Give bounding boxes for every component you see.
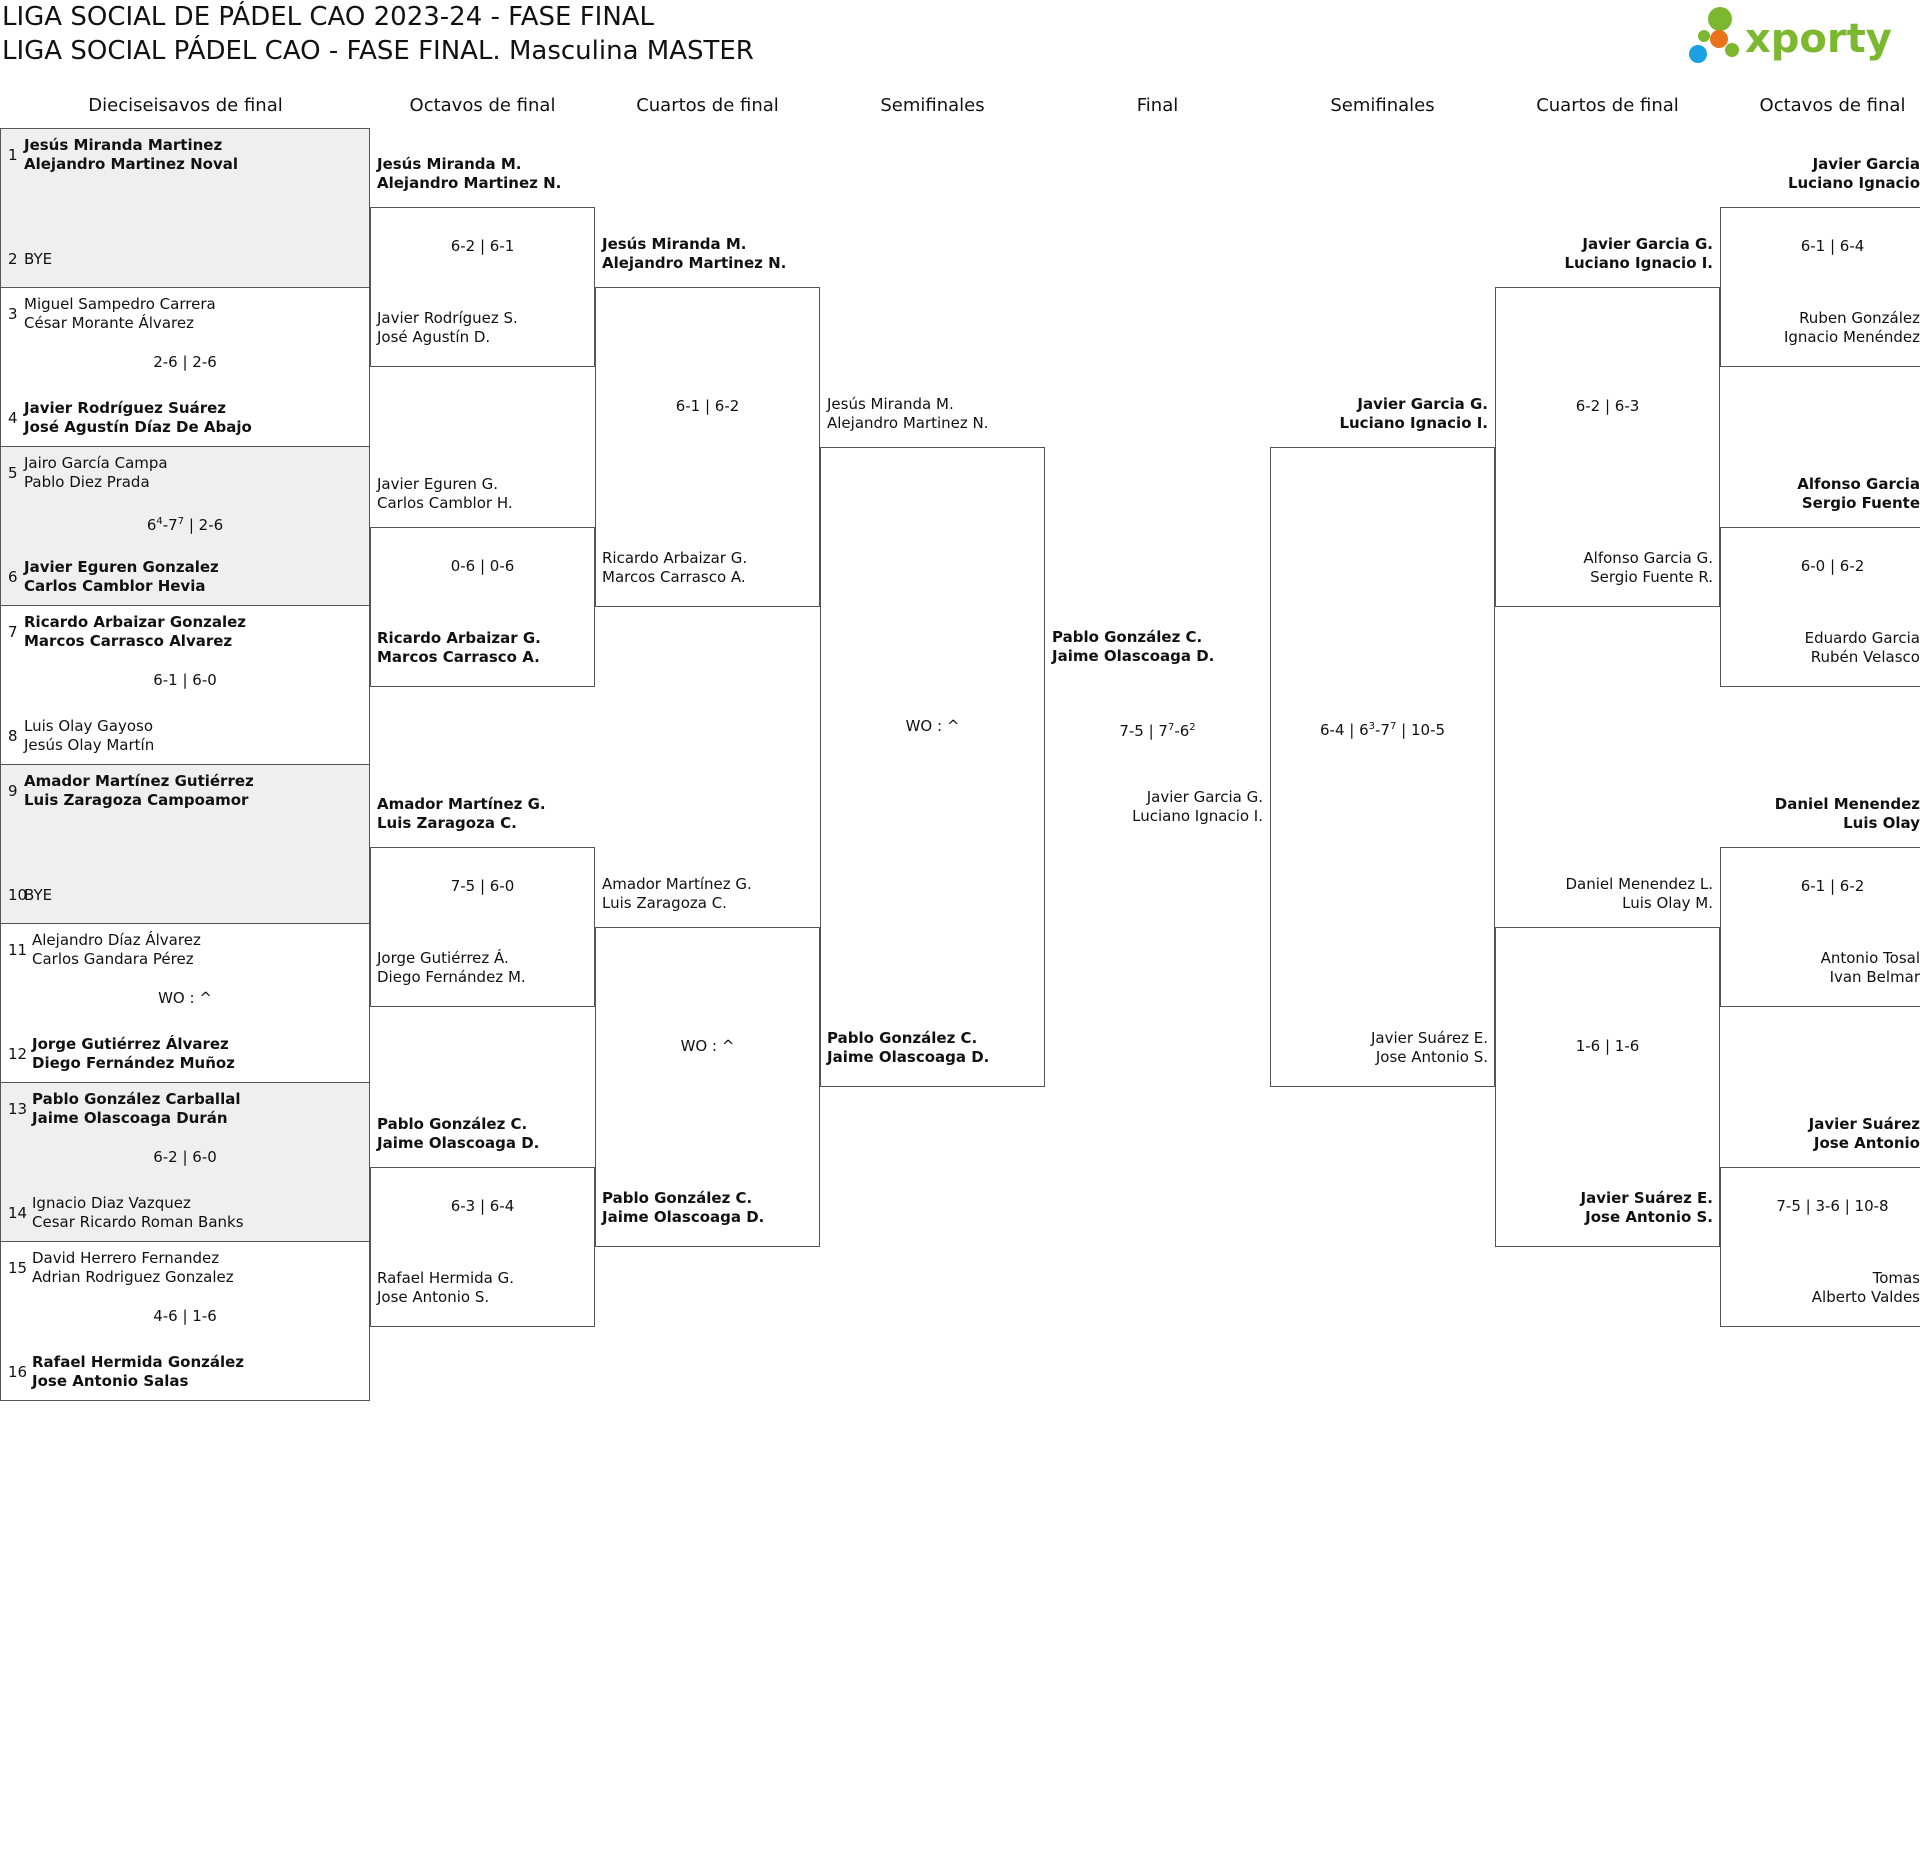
qf-right-team-player1: Alfonso Garcia G. [1583, 549, 1713, 567]
r32-team [32, 1090, 240, 1128]
r16-right-team-player2: Luis Olay [1843, 814, 1920, 832]
r16-left-team [377, 949, 526, 987]
r16-left-team [377, 795, 546, 833]
header-octavos-left: Octavos de final [409, 95, 556, 116]
r32-team-player1: Miguel Sampedro Carrera [24, 295, 216, 313]
r16-left-score: 6-2 | 6-1 [450, 237, 515, 255]
header-dieciseisavos: Dieciseisavos de final [88, 95, 283, 116]
r16-right-team-player1: Ruben González [1799, 309, 1920, 327]
qf-left-team-player2: Marcos Carrasco A. [602, 568, 746, 586]
r32-team-player2: Jaime Olascoaga Durán [32, 1109, 228, 1127]
r16-right-score: 6-0 | 6-2 [1800, 557, 1865, 575]
r16-left-team-player1: Amador Martínez G. [377, 795, 546, 813]
qf-right-team-player1: Daniel Menendez L. [1565, 875, 1713, 893]
r16-left-team-player2: José Agustín D. [377, 328, 491, 346]
final-team-left [1052, 628, 1214, 666]
r32-team [24, 250, 52, 269]
r32-team-player1: David Herrero Fernandez [32, 1249, 220, 1267]
sf-right-team [1268, 395, 1488, 433]
seed-number: 3 [8, 305, 18, 323]
r32-score: $6^4-7^7$ | 2-6 [146, 516, 224, 534]
r32-team-player1: Ricardo Arbaizar Gonzalez [24, 613, 247, 631]
r32-team-player1: Alejandro Díaz Álvarez [32, 931, 201, 949]
r16-right-team-player1: Alfonso Garcia [1797, 475, 1920, 493]
r32-team [32, 1035, 235, 1073]
sf-left-team-player2: Jaime Olascoaga D. [827, 1048, 990, 1066]
seed-number: 14 [8, 1204, 28, 1222]
qf-right-team [1493, 875, 1713, 913]
r16-right-team [1700, 1269, 1920, 1307]
qf-left-team-player1: Ricardo Arbaizar G. [602, 549, 748, 567]
r16-left-team [377, 1269, 514, 1307]
qf-right-team-player2: Luciano Ignacio I. [1564, 254, 1713, 272]
qf-left-team-player2: Alejandro Martinez N. [602, 254, 787, 272]
r32-team-player1: Javier Eguren Gonzalez [24, 558, 219, 576]
r16-left-team [377, 309, 518, 347]
r16-left-team-player1: Jesús Miranda M. [377, 155, 522, 173]
qf-right-team-player1: Javier Suárez E. [1580, 1189, 1713, 1207]
r16-left-team-player1: Jorge Gutiérrez Á. [377, 949, 509, 967]
r16-left-team [377, 629, 541, 667]
seed-number: 8 [8, 727, 18, 745]
qf-left-team [602, 1189, 764, 1227]
r16-right-team-player1: Antonio Tosal [1820, 949, 1920, 967]
r32-team [24, 399, 252, 437]
sf-left-team-player1: Jesús Miranda M. [827, 395, 954, 413]
r16-left-team-player2: Alejandro Martinez N. [377, 174, 562, 192]
seed-number: 10 [8, 886, 28, 904]
r32-team-player2: Marcos Carrasco Alvarez [24, 632, 233, 650]
r16-right-team-player2: Ivan Belmar [1829, 968, 1920, 986]
r32-team [32, 931, 201, 969]
r32-team-player1: BYE [24, 886, 53, 904]
r32-team [24, 454, 168, 492]
sf-right-team-player2: Luciano Ignacio I. [1339, 414, 1488, 432]
r16-right-team-player1: Eduardo Garcia [1804, 629, 1920, 647]
r16-right-team-player2: Sergio Fuente [1801, 494, 1920, 512]
logo-dot-blue [1689, 45, 1707, 63]
r32-team-player2: Adrian Rodriguez Gonzalez [32, 1268, 234, 1286]
qf-right-team [1493, 549, 1713, 587]
tournament-title: LIGA SOCIAL DE PÁDEL CAO 2023-24 - FASE FINAL [2, 2, 655, 32]
r16-right-team-player2: Ignacio Menéndez [1783, 328, 1920, 346]
r32-team-player1: Jesús Miranda Martinez [24, 136, 223, 154]
qf-left-team-player1: Jesús Miranda M. [602, 235, 747, 253]
r16-right-team-player1: Daniel Menendez [1774, 795, 1920, 813]
final-team-right-player1: Javier Garcia G. [1146, 788, 1263, 806]
r32-team-player1: Jairo García Campa [24, 454, 168, 472]
r16-right-team [1700, 795, 1920, 833]
r16-right-team-player2: Jose Antonio [1813, 1134, 1920, 1152]
seed-number: 11 [8, 941, 28, 959]
r32-team-player2: Cesar Ricardo Roman Banks [32, 1213, 244, 1231]
r16-right-team [1700, 155, 1920, 193]
logo-dot-green-bottom [1725, 43, 1739, 57]
qf-left-team-player2: Jaime Olascoaga D. [602, 1208, 765, 1226]
r16-left-score: 0-6 | 0-6 [450, 557, 515, 575]
qf-right-team [1493, 235, 1713, 273]
r32-team-player1: Ignacio Diaz Vazquez [32, 1194, 191, 1212]
seed-number: 9 [8, 782, 18, 800]
r16-left-score: 6-3 | 6-4 [450, 1197, 515, 1215]
logo-dot-orange [1710, 30, 1728, 48]
sf-left-team-player1: Pablo González C. [827, 1029, 978, 1047]
r16-left-team [377, 155, 561, 193]
draw-title: LIGA SOCIAL PÁDEL CAO - FASE FINAL. Masculina MASTER [2, 36, 754, 66]
r32-team [32, 1353, 244, 1391]
r32-score: 6-1 | 6-0 [153, 671, 217, 689]
header-semifinales-right: Semifinales [1330, 95, 1435, 116]
seed-number: 13 [8, 1100, 28, 1118]
r32-team-player2: Jose Antonio Salas [32, 1372, 189, 1390]
final-team-left-player2: Jaime Olascoaga D. [1052, 647, 1215, 665]
r32-team-player1: Javier Rodríguez Suárez [24, 399, 226, 417]
r32-team-player2: Carlos Camblor Hevia [24, 577, 206, 595]
r32-team-player1: Pablo González Carballal [32, 1090, 241, 1108]
sf-left-team [827, 395, 989, 433]
r16-right-score: 7-5 | 3-6 | 10-8 [1776, 1197, 1889, 1215]
r32-team-player1: Rafael Hermida González [32, 1353, 245, 1371]
r32-team-player1: Amador Martínez Gutiérrez [24, 772, 254, 790]
r32-team-player2: Diego Fernández Muñoz [32, 1054, 235, 1072]
sf-right-bracket [1270, 447, 1495, 1087]
r16-right-team [1700, 309, 1920, 347]
sf-left-team [827, 1029, 989, 1067]
header-octavos-right: Octavos de final [1759, 95, 1906, 116]
r32-team-player1: BYE [24, 250, 53, 268]
seed-number: 2 [8, 250, 18, 268]
xporty-logo[interactable] [1688, 2, 1918, 72]
qf-right-score: 6-2 | 6-3 [1575, 397, 1640, 415]
sf-left-bracket [820, 447, 1045, 1087]
r16-right-team-player1: Javier Garcia [1812, 155, 1920, 173]
r32-team [24, 717, 154, 755]
qf-left-team-player2: Luis Zaragoza C. [602, 894, 727, 912]
r16-left-team-player1: Pablo González C. [377, 1115, 528, 1133]
r16-right-score: 6-1 | 6-4 [1800, 237, 1865, 255]
r16-right-team-player2: Alberto Valdes [1811, 1288, 1920, 1306]
r16-left-team [377, 1115, 539, 1153]
qf-right-team-player2: Sergio Fuente R. [1590, 568, 1713, 586]
qf-right-score: 1-6 | 1-6 [1575, 1037, 1640, 1055]
qf-left-team-player1: Amador Martínez G. [602, 875, 752, 893]
r32-team-player1: Luis Olay Gayoso [24, 717, 154, 735]
r32-team-player2: Luis Zaragoza Campoamor [24, 791, 249, 809]
r16-left-team-player1: Javier Rodríguez S. [377, 309, 518, 327]
r16-left-team-player2: Carlos Camblor H. [377, 494, 513, 512]
qf-right-team [1493, 1189, 1713, 1227]
r32-team [32, 1194, 244, 1232]
r32-team [24, 136, 238, 174]
header-cuartos-left: Cuartos de final [636, 95, 779, 116]
r32-team [24, 558, 219, 596]
qf-left-team-player1: Pablo González C. [602, 1189, 753, 1207]
r16-left-score: 7-5 | 6-0 [450, 877, 515, 895]
r32-team-player2: Carlos Gandara Pérez [32, 950, 194, 968]
r32-team-player2: César Morante Álvarez [24, 314, 194, 332]
sf-right-score: 6-4 | $6^3-7^7$ | 10-5 [1320, 721, 1445, 739]
r32-team [24, 295, 216, 333]
sf-right-team-player1: Javier Garcia G. [1357, 395, 1488, 413]
r16-right-team [1700, 949, 1920, 987]
qf-right-team-player1: Javier Garcia G. [1582, 235, 1713, 253]
seed-number: 6 [8, 568, 18, 586]
r32-team [24, 613, 246, 651]
seed-number: 16 [8, 1363, 28, 1381]
logo-dot-green-top [1708, 7, 1732, 31]
r32-team-player2: Pablo Diez Prada [24, 473, 150, 491]
logo-dot-green-small [1698, 30, 1710, 42]
sf-right-team [1268, 1029, 1488, 1067]
r16-right-team-player2: Luciano Ignacio [1787, 174, 1920, 192]
qf-left-team [602, 875, 752, 913]
r32-team-player1: Jorge Gutiérrez Álvarez [32, 1035, 229, 1053]
r32-team [24, 772, 254, 810]
header-cuartos-right: Cuartos de final [1536, 95, 1679, 116]
final-team-left-player1: Pablo González C. [1052, 628, 1203, 646]
seed-number: 5 [8, 464, 18, 482]
r16-right-team-player1: Tomas [1872, 1269, 1920, 1287]
qf-left-team [602, 235, 786, 273]
sf-right-team-player1: Javier Suárez E. [1371, 1029, 1488, 1047]
header-semifinales-left: Semifinales [880, 95, 985, 116]
r32-score: 6-2 | 6-0 [153, 1148, 217, 1166]
r16-left-team-player2: Jose Antonio S. [377, 1288, 490, 1306]
r16-left-team-player2: Diego Fernández M. [377, 968, 526, 986]
r32-score: WO : ^ [158, 989, 212, 1007]
r32-team [24, 886, 52, 905]
seed-number: 12 [8, 1045, 28, 1063]
final-team-right-player2: Luciano Ignacio I. [1132, 807, 1263, 825]
r16-right-team [1700, 1115, 1920, 1153]
r16-left-team-player1: Rafael Hermida G. [377, 1269, 514, 1287]
sf-left-score: WO : ^ [905, 717, 960, 735]
qf-right-team-player2: Luis Olay M. [1622, 894, 1713, 912]
r32-score: 4-6 | 1-6 [153, 1307, 217, 1325]
qf-right-team-player2: Jose Antonio S. [1585, 1208, 1713, 1226]
r16-right-team-player2: Rubén Velasco [1810, 648, 1920, 666]
sf-right-team-player2: Jose Antonio S. [1375, 1048, 1488, 1066]
r16-left-team-player2: Luis Zaragoza C. [377, 814, 517, 832]
r16-left-team [377, 475, 513, 513]
seed-number: 7 [8, 623, 18, 641]
r16-right-team [1700, 475, 1920, 513]
r16-left-team-player1: Javier Eguren G. [377, 475, 499, 493]
seed-number: 1 [8, 146, 18, 164]
seed-number: 15 [8, 1259, 28, 1277]
qf-left-score: 6-1 | 6-2 [675, 397, 740, 415]
qf-left-score: WO : ^ [680, 1037, 735, 1055]
r32-team-player2: Alejandro Martinez Noval [24, 155, 238, 173]
r16-left-team-player2: Jaime Olascoaga D. [377, 1134, 540, 1152]
sf-left-team-player2: Alejandro Martinez N. [827, 414, 989, 432]
r32-team-player2: Jesús Olay Martín [24, 736, 155, 754]
final-score: 7-5 | $7^7-6^2$ [1119, 722, 1196, 740]
r16-left-team-player1: Ricardo Arbaizar G. [377, 629, 541, 647]
qf-left-team [602, 549, 747, 587]
r16-right-score: 6-1 | 6-2 [1800, 877, 1865, 895]
header-final: Final [1136, 95, 1179, 116]
final-team-right [1043, 788, 1263, 826]
r32-team-player2: José Agustín Díaz De Abajo [24, 418, 252, 436]
r16-right-team-player1: Javier Suárez [1808, 1115, 1920, 1133]
r16-left-team-player2: Marcos Carrasco A. [377, 648, 540, 666]
r32-team [32, 1249, 234, 1287]
r32-score: 2-6 | 2-6 [153, 353, 217, 371]
r16-right-team [1700, 629, 1920, 667]
seed-number: 4 [8, 409, 18, 427]
logo-text: xporty [1745, 16, 1892, 62]
